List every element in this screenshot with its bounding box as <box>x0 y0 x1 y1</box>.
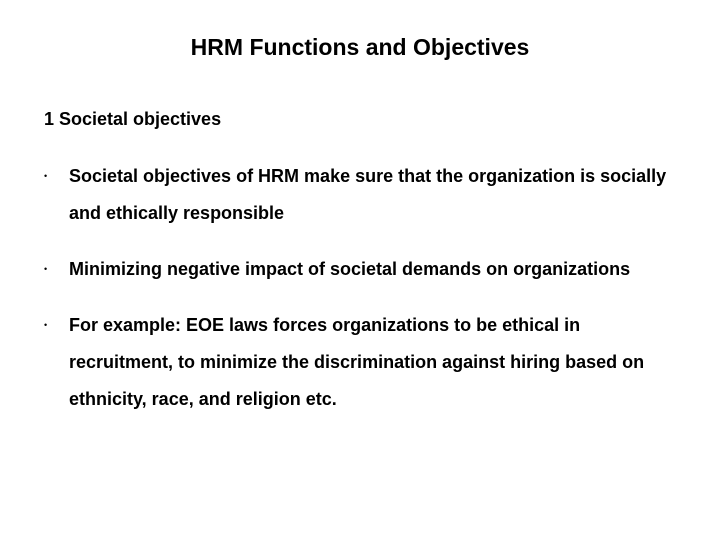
slide-title: HRM Functions and Objectives <box>190 34 530 60</box>
bullet-item <box>44 307 684 418</box>
bullet-marker: • <box>44 171 48 181</box>
section-heading: 1 Societal objectives <box>44 109 222 129</box>
bullet-item <box>44 158 684 232</box>
bullet-list <box>44 158 684 437</box>
bullet-marker: • <box>44 320 48 330</box>
bullet-text: For example: EOE laws forces organizations to be ethical in recruitment, to minimize the discrimination against hiring based on ethnicity, race, and religion etc. <box>69 315 645 409</box>
bullet-text: Societal objectives of HRM make sure that the organization is socially and ethically responsible <box>69 166 667 223</box>
bullet-item <box>44 251 684 288</box>
bullet-text: Minimizing negative impact of societal demands on organizations <box>69 259 631 279</box>
bullet-marker: • <box>44 264 48 274</box>
